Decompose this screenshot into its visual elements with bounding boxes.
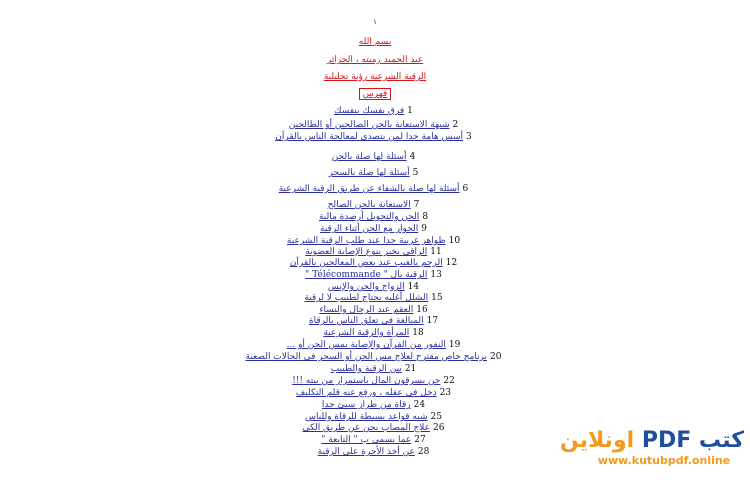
- author-line: عبد الحميد رميته ، الجزائر: [326, 55, 424, 65]
- toc-item-link[interactable]: المرأة والرقية الشرعية: [323, 328, 410, 338]
- toc-item-link[interactable]: أسس هامة جدا لمن يتصدى لمعالجة الناس بالقرآن: [275, 132, 464, 142]
- toc-item-number: 13: [430, 270, 442, 280]
- toc-item-link[interactable]: الراقي يخبر بنوع الإصابة العضوية: [305, 247, 428, 257]
- toc-item[interactable]: [0, 293, 750, 304]
- toc-heading: فهرس: [0, 89, 750, 100]
- toc-item-number: 20: [490, 352, 502, 362]
- toc-item[interactable]: [0, 364, 750, 375]
- toc-item-link[interactable]: أسئلة لها صلة بالسحر: [328, 168, 410, 178]
- toc-item-link[interactable]: الشلل أغلبه يحتاج لطبيب لا لرقية: [304, 293, 429, 303]
- basmala: بسم الله: [358, 37, 392, 47]
- toc-item-link[interactable]: الرقية بال " Télécommande ": [305, 270, 428, 280]
- toc-item[interactable]: [0, 352, 750, 363]
- toc-item-link[interactable]: جن يسرقون المال باستمرار من بيته !!!: [292, 376, 441, 386]
- toc-item-link[interactable]: شبه قواعد بسيطة للرقاة وللناس: [305, 412, 428, 422]
- toc-item-number: 16: [416, 305, 428, 315]
- toc-item-link[interactable]: فرق نفسك بنفسك: [334, 106, 405, 116]
- toc-item-link[interactable]: أسئلة لها صلة بالشفاء عن طريق الرقية الشرعية: [278, 184, 460, 194]
- toc-item[interactable]: [0, 120, 750, 131]
- toc-item[interactable]: [0, 247, 750, 258]
- toc-item-number: 3: [466, 132, 472, 142]
- toc-item-number: 26: [433, 423, 445, 433]
- watermark-brand-2: اونلاين: [559, 428, 635, 453]
- toc-item-link[interactable]: النفور من القرآن والإصابة بمس الجن أو ...: [286, 340, 446, 350]
- toc-item[interactable]: [0, 236, 750, 247]
- toc-item[interactable]: [0, 282, 750, 293]
- toc-item[interactable]: [0, 376, 750, 387]
- book-title: الرقية الشرعية رؤية تحليلية: [323, 72, 427, 82]
- toc-item[interactable]: [0, 340, 750, 351]
- toc-item-number: 22: [443, 376, 455, 386]
- toc-item-link[interactable]: بين الرقية والطبيب: [330, 364, 402, 374]
- toc-item[interactable]: [0, 316, 750, 327]
- toc-item-link[interactable]: المبالغة في تعلق الناس بالرقاة: [308, 316, 424, 326]
- toc-item-link[interactable]: دخل في عقله ، ورفع عنه قلم التكليف: [295, 388, 437, 398]
- toc-item-number: 27: [414, 435, 426, 445]
- toc-item-link[interactable]: ظواهر غريبة جدا عند طلب الرقية الشرعية: [286, 236, 446, 246]
- toc-item-number: 9: [421, 224, 427, 234]
- toc-item[interactable]: [0, 212, 750, 223]
- page-number: ١: [373, 18, 377, 26]
- toc-item-link[interactable]: عن أخذ الأجرة على الرقية: [317, 447, 415, 457]
- toc-item[interactable]: [0, 412, 750, 423]
- toc-item-number: 24: [413, 400, 426, 410]
- toc-item-number: 25: [430, 412, 442, 422]
- toc-item[interactable]: [0, 200, 750, 211]
- toc-item-number: 4: [409, 152, 416, 162]
- toc-item-number: 10: [448, 236, 461, 246]
- toc-item-number: 23: [439, 388, 452, 398]
- toc-item-number: 5: [412, 168, 419, 178]
- toc-item[interactable]: [0, 152, 750, 163]
- toc-item-number: 1: [407, 106, 413, 116]
- toc-item-number: 17: [426, 316, 439, 326]
- watermark-brand-1: كتب PDF: [641, 428, 744, 453]
- toc-item-link[interactable]: الحوار مع الجن أثناء الرقية: [320, 224, 419, 234]
- toc-item-number: 8: [422, 212, 429, 222]
- toc-item-number: 11: [430, 247, 442, 257]
- toc-item[interactable]: [0, 168, 750, 179]
- watermark-logo: [559, 428, 744, 454]
- toc-item[interactable]: [0, 328, 750, 339]
- toc-item-number: 15: [431, 293, 443, 303]
- site-watermark: [559, 428, 744, 468]
- toc-item-link[interactable]: أسئلة لها صلة بالجن: [331, 152, 407, 162]
- toc-item[interactable]: [0, 305, 750, 316]
- toc-item[interactable]: [0, 270, 750, 281]
- toc-item-number: 18: [412, 328, 424, 338]
- toc-item[interactable]: [0, 224, 750, 235]
- toc-item-number: 12: [445, 258, 458, 268]
- toc-item-number: 21: [404, 364, 417, 374]
- toc-item-number: 28: [417, 447, 430, 457]
- toc-item-number: 19: [448, 340, 461, 350]
- toc-item[interactable]: [0, 132, 750, 143]
- toc-item[interactable]: [0, 400, 750, 411]
- toc-item-link[interactable]: العقم عند الرجال والنساء: [319, 305, 414, 315]
- toc-item-link[interactable]: الزواج والجن والإنس: [327, 282, 405, 292]
- toc-item[interactable]: [0, 184, 750, 195]
- toc-item[interactable]: [0, 258, 750, 269]
- toc-item-number: 7: [413, 200, 420, 210]
- toc-item-link[interactable]: الرجم بالغيب عند بعض المعالجين بالقرآن: [289, 258, 443, 268]
- toc-item-link[interactable]: برنامج خاص مقترح لعلاج مس الجن أو السحر في الحالات الصعبة: [245, 352, 488, 362]
- toc-item[interactable]: [0, 106, 750, 117]
- watermark-url: www.kutubpdf.online: [597, 454, 731, 467]
- toc-item-link[interactable]: علاج المصاب بجن عن طريق الكي: [302, 423, 431, 433]
- toc-item-link[interactable]: عما يسمى ب " التابعة ": [321, 435, 412, 445]
- toc-item-link[interactable]: الاستعانة بالجن الصالح: [327, 200, 411, 210]
- toc-item-link[interactable]: شبهة الاستعانة بالجن الصالحين أو الطالحين: [288, 120, 450, 130]
- toc-item-link[interactable]: الجن والتحويل أرصدة مالية: [318, 212, 420, 222]
- toc-item-number: 2: [452, 120, 459, 130]
- toc-item-link[interactable]: رقاة من طراز سيئ جدا: [321, 400, 411, 410]
- toc-item-number: 14: [407, 282, 420, 292]
- toc-item-number: 6: [462, 184, 469, 194]
- toc-item[interactable]: [0, 388, 750, 399]
